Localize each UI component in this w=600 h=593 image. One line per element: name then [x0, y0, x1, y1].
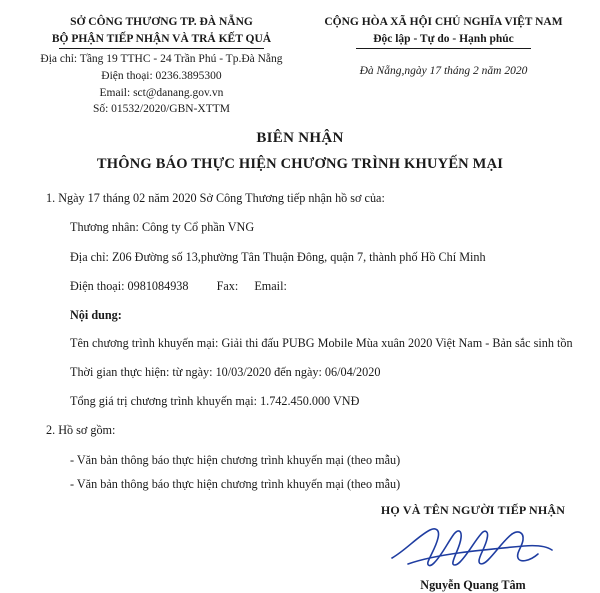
national-title: CỘNG HÒA XÃ HỘI CHỦ NGHĨA VIỆT NAM [324, 16, 563, 28]
place-and-date: Đà Nẵng,ngày 17 tháng 2 năm 2020 [359, 65, 528, 78]
document-item-1: - Văn bản thông báo thực hiện chương trình khuyến mại (theo mẫu) [70, 452, 401, 467]
signature-area [348, 518, 598, 576]
national-motto: Độc lập - Tự do - Hạnh phúc [373, 32, 514, 45]
page-title: BIÊN NHẬN [256, 130, 344, 147]
program-period-line: Thời gian thực hiện: từ ngày: 10/03/2020 đến ngày: 06/04/2020 [70, 364, 381, 379]
signer-name: Nguyễn Quang Tâm [420, 578, 526, 593]
merchant-email: Email: [254, 278, 287, 293]
handwritten-signature-icon [384, 520, 559, 576]
national-heading-block [305, 14, 582, 80]
header-right-divider [356, 48, 531, 49]
merchant-fax: Fax: [216, 278, 239, 293]
signature-block [348, 503, 598, 593]
header-left-divider [59, 48, 264, 49]
page-subtitle: THÔNG BÁO THỰC HIỆN CHƯƠNG TRÌNH KHUYẾN MẠI [96, 156, 504, 173]
document-item-2: - Văn bản thông báo thực hiện chương trình khuyến mại (theo mẫu) [70, 477, 401, 491]
merchant-phone: Điện thoại: 0981084938 [70, 278, 189, 293]
contact-line [70, 277, 582, 295]
office-name: BỘ PHẬN TIẾP NHẬN VÀ TRẢ KẾT QUẢ [51, 32, 272, 45]
receipt-statement: 1. Ngày 17 tháng 02 năm 2020 Sở Công Thương tiếp nhận hồ sơ của: [46, 191, 385, 206]
program-total-value-line: Tổng giá trị chương trình khuyến mại: 1.742.450.000 VNĐ [70, 394, 360, 409]
program-name-line: Tên chương trình khuyến mại: Giải thi đấu PUBG Mobile Mùa xuân 2020 Việt Nam - Bản sắc sinh tồn [70, 335, 573, 350]
document-body [18, 189, 582, 493]
content-section-label: Nội dung: [70, 308, 122, 323]
documents-statement: 2. Hồ sơ gồm: [46, 423, 116, 438]
document-header [18, 14, 582, 118]
document-number: Số: 01532/2020/GBN-XTTM [92, 103, 230, 116]
office-email: Email: sct@danang.gov.vn [99, 86, 224, 99]
issuing-authority-block [18, 14, 305, 118]
merchant-line: Thương nhân: Công ty Cổ phần VNG [70, 220, 255, 235]
department-name: SỞ CÔNG THƯƠNG TP. ĐÀ NẴNG [70, 16, 253, 28]
merchant-address-line: Địa chỉ: Z06 Đường số 13,phường Tân Thuận Đông, quận 7, thành phố Hồ Chí Minh [70, 249, 486, 264]
signature-title: HỌ VÀ TÊN NGƯỜI TIẾP NHẬN [380, 503, 566, 518]
office-address: Địa chỉ: Tầng 19 TTHC - 24 Trần Phú - Tp.Đà Nẵng [40, 53, 283, 66]
office-phone: Điện thoại: 0236.3895300 [101, 70, 222, 83]
